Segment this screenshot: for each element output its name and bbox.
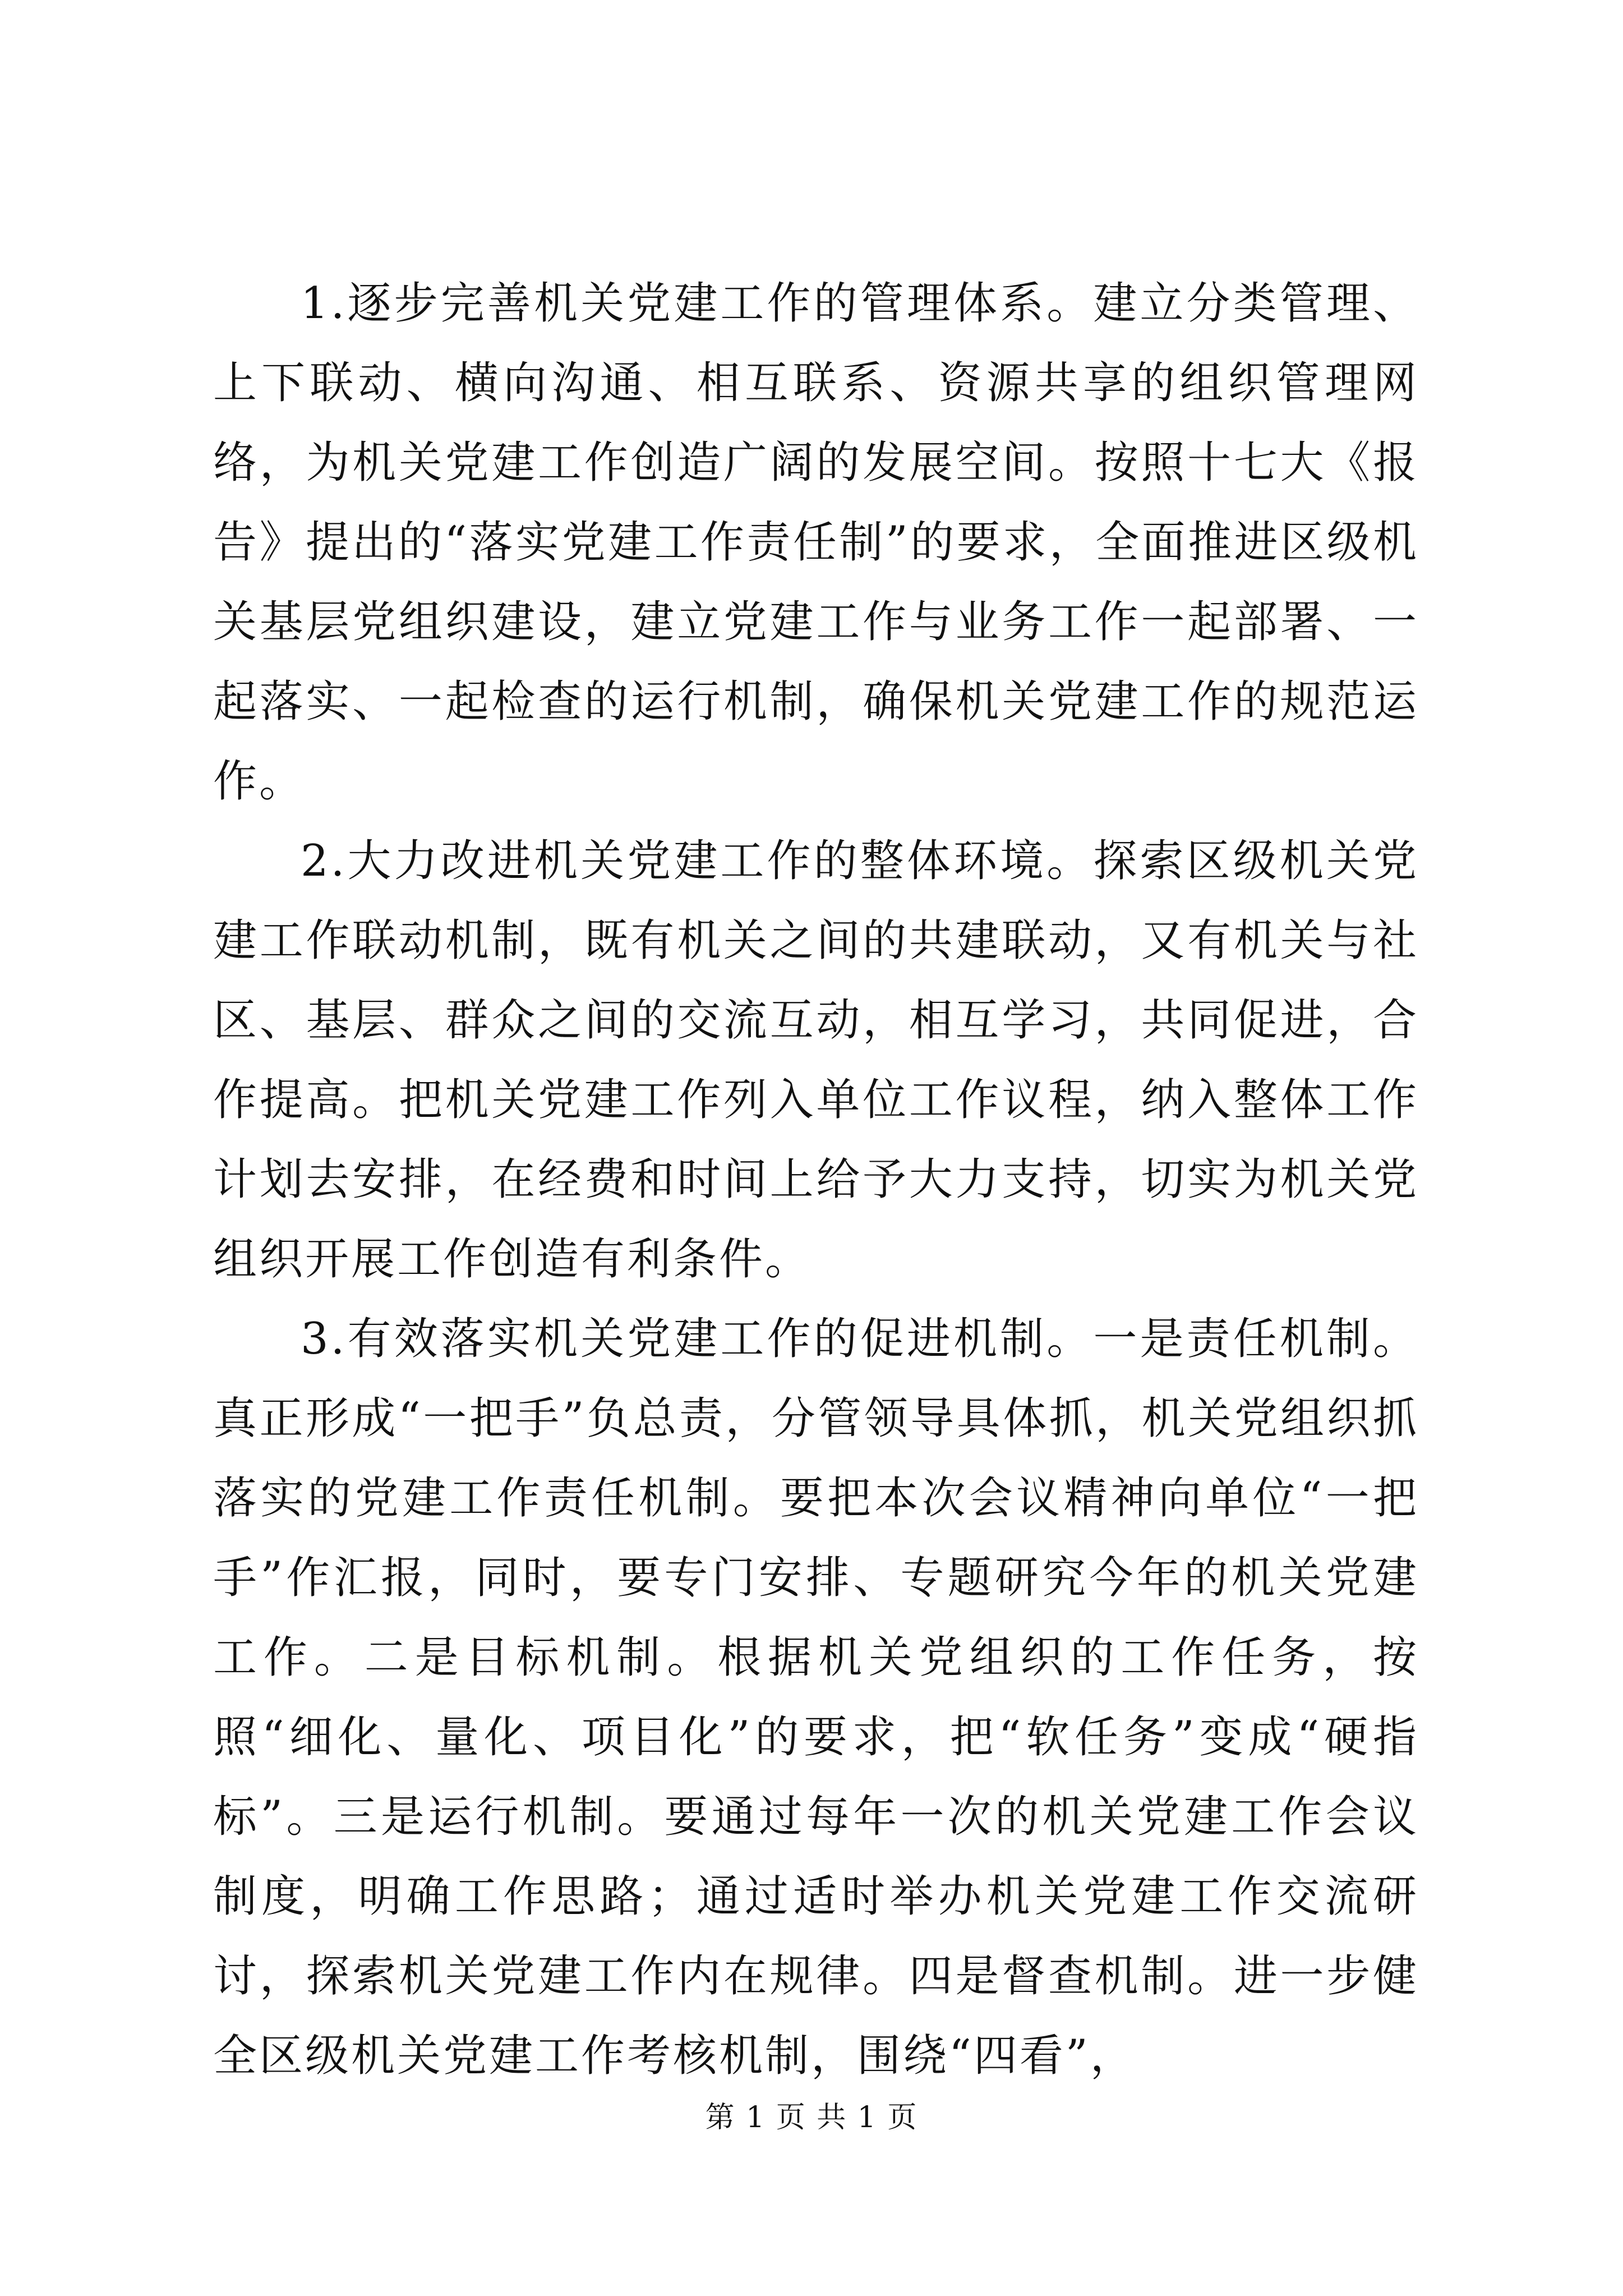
paragraph-3: 3.有效落实机关党建工作的促进机制。一是责任机制。真正形成“一把手”负总责，分管领导具体抓，机关党组织抓落实的党建工作责任机制。要把本次会议精神向单位“一把手”作汇报，同时，要专门安排、专题研究今年的机关党建工作。二是目标机制。根据机关党组织的工作任务，按照“细化、量化、项目化”的要求，把“软任务”变成“硬指标”。三是运行机制。要通过每年一次的机关党建工作会议制度，明确工作思路；通过适时举办机关党建工作交流研讨，探索机关党建工作内在规律。四是督查机制。进一步健全区级机关党建工作考核机制，围绕“四看”， [213,1314,1419,2081]
document-body [213,264,1419,2096]
paragraph-2: 2.大力改进机关党建工作的整体环境。探索区级机关党建工作联动机制，既有机关之间的共建联动，又有机关与社区、基层、群众之间的交流互动，相互学习，共同促进，合作提高。把机关党建工作列入单位工作议程，纳入整体工作计划去安排，在经费和时间上给予大力支持，切实为机关党组织开展工作创造有利条件。 [213,836,1419,1285]
page-footer [0,2098,1623,2137]
paragraph-1: 1.逐步完善机关党建工作的管理体系。建立分类管理、上下联动、横向沟通、相互联系、资源共享的组织管理网络，为机关党建工作创造广阔的发展空间。按照十七大《报告》提出的“落实党建工作责任制”的要求，全面推进区级机关基层党组织建设，建立党建工作与业务工作一起部署、一起落实、一起检查的运行机制，确保机关党建工作的规范运作。 [213,278,1419,807]
page-number-label: 第 1 页 共 1 页 [705,2101,918,2134]
